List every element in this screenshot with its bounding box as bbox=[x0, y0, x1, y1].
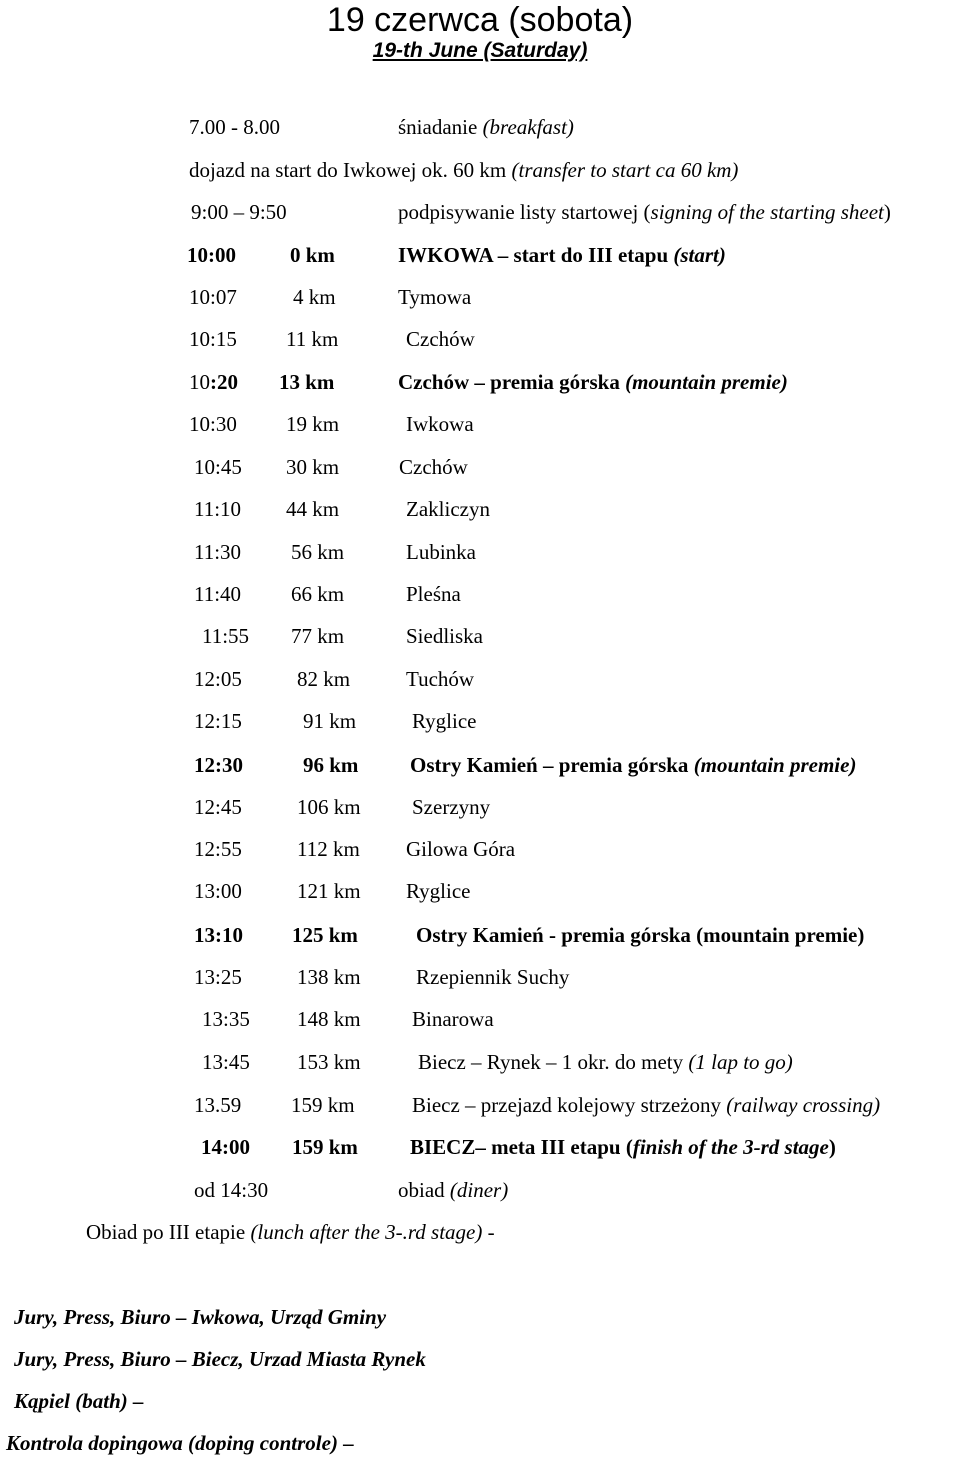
row-time: 11:10 bbox=[194, 497, 242, 521]
row-note: (mountain premie) bbox=[693, 753, 857, 777]
row-place: IWKOWA – start do III etapu bbox=[398, 243, 674, 267]
row-km: 66 km bbox=[291, 582, 345, 606]
row-time: 12:30 bbox=[194, 753, 243, 777]
row-km: 159 km bbox=[292, 1135, 358, 1159]
signing-close: ) bbox=[883, 200, 891, 224]
schedule-row bbox=[0, 537, 960, 567]
row-place: Ostry Kamień – premia górska bbox=[410, 753, 694, 777]
signing-text: podpisywanie listy startowej ( bbox=[398, 200, 651, 224]
row-place: Gilowa Góra bbox=[406, 837, 516, 861]
transfer-en: (transfer to start ca 60 km) bbox=[511, 158, 739, 182]
row-place-wrap bbox=[398, 240, 726, 270]
row-note: (mountain premie) bbox=[625, 370, 788, 394]
row-km: 159 km bbox=[291, 1093, 355, 1117]
row-km: 96 km bbox=[303, 753, 359, 777]
row-km: 11 km bbox=[286, 327, 339, 351]
footer-note-bath: Kąpiel (bath) – bbox=[14, 1389, 144, 1413]
schedule-row bbox=[0, 962, 960, 992]
row-time: 12:05 bbox=[194, 667, 242, 691]
lunch-en: (lunch after the 3-.rd stage) - bbox=[250, 1220, 495, 1244]
footer-note-doping: Kontrola dopingowa (doping controle) – bbox=[6, 1431, 354, 1455]
page-title: 19 czerwca (sobota) bbox=[326, 1, 634, 39]
signing-label bbox=[398, 197, 891, 227]
row-place: Siedliska bbox=[406, 624, 483, 648]
signing-en: signing of the starting sheet bbox=[650, 200, 884, 224]
schedule-row bbox=[0, 1047, 960, 1077]
dinner-text: obiad bbox=[398, 1178, 450, 1202]
row-km: 148 km bbox=[297, 1007, 361, 1031]
page-subtitle: 19-th June (Saturday) bbox=[372, 39, 588, 62]
row-place: Pleśna bbox=[406, 582, 461, 606]
breakfast-en: (breakfast) bbox=[482, 115, 574, 139]
row-place: Tuchów bbox=[406, 667, 475, 691]
schedule-row bbox=[0, 494, 960, 524]
row-place: Ryglice bbox=[406, 879, 471, 903]
row-time: 13:45 bbox=[202, 1050, 250, 1074]
row-time: 12:45 bbox=[194, 795, 242, 819]
row-time: 10:15 bbox=[189, 327, 237, 351]
row-place: BIECZ– meta III etapu ( bbox=[410, 1135, 633, 1159]
row-time: 10:30 bbox=[189, 412, 237, 436]
schedule-row bbox=[0, 706, 960, 736]
row-time: 11:30 bbox=[194, 540, 242, 564]
row-place: Ostry Kamień - premia górska (mountain premie) bbox=[416, 923, 865, 947]
row-time: 13.59 bbox=[194, 1093, 242, 1117]
row-place: Czchów bbox=[406, 327, 475, 351]
transfer-text: dojazd na start do Iwkowej ok. 60 km bbox=[189, 158, 512, 182]
dinner-label bbox=[398, 1175, 508, 1205]
row-note: (1 lap to go) bbox=[688, 1050, 793, 1074]
row-place: Tymowa bbox=[398, 285, 472, 309]
dinner-en: (diner) bbox=[449, 1178, 509, 1202]
footer-note-jury-biecz: Jury, Press, Biuro – Biecz, Urzad Miasta Rynek bbox=[14, 1347, 426, 1371]
row-km: 56 km bbox=[291, 540, 345, 564]
breakfast-row bbox=[0, 112, 960, 142]
row-place: Szerzyny bbox=[412, 795, 491, 819]
row-time: 11:55 bbox=[202, 624, 250, 648]
row-place: Czchów bbox=[399, 455, 468, 479]
dinner-row bbox=[0, 1175, 960, 1205]
row-place: Ryglice bbox=[412, 709, 477, 733]
schedule-row bbox=[0, 282, 960, 312]
transfer-label bbox=[189, 155, 738, 185]
schedule-row bbox=[0, 367, 960, 397]
row-place: Lubinka bbox=[406, 540, 476, 564]
schedule-row bbox=[0, 409, 960, 439]
schedule-row bbox=[0, 834, 960, 864]
row-place-wrap bbox=[418, 1047, 793, 1077]
schedule-row bbox=[0, 1132, 960, 1162]
schedule-row bbox=[0, 240, 960, 270]
schedule-row bbox=[0, 920, 960, 950]
row-time: 12:15 bbox=[194, 709, 242, 733]
dinner-time: od 14:30 bbox=[194, 1178, 269, 1202]
row-time: 13:00 bbox=[194, 879, 242, 903]
row-time: 11:40 bbox=[194, 582, 242, 606]
row-km: 125 km bbox=[292, 923, 358, 947]
row-km: 19 km bbox=[286, 412, 340, 436]
row-place: Rzepiennik Suchy bbox=[416, 965, 570, 989]
footer-note-jury-iwkowa: Jury, Press, Biuro – Iwkowa, Urząd Gminy bbox=[14, 1305, 387, 1329]
row-km: 44 km bbox=[286, 497, 340, 521]
row-place-wrap bbox=[412, 1090, 880, 1120]
row-time: 13:35 bbox=[202, 1007, 250, 1031]
row-time: 13:25 bbox=[194, 965, 242, 989]
row-time: 14:00 bbox=[201, 1135, 250, 1159]
schedule-row bbox=[0, 324, 960, 354]
transfer-row bbox=[0, 155, 960, 185]
lunch-text: Obiad po III etapie bbox=[86, 1220, 251, 1244]
breakfast-time: 7.00 - 8.00 bbox=[189, 115, 280, 139]
row-km: 153 km bbox=[297, 1050, 361, 1074]
schedule-row bbox=[0, 452, 960, 482]
row-place: Binarowa bbox=[412, 1007, 494, 1031]
schedule-row bbox=[0, 792, 960, 822]
row-km: 30 km bbox=[286, 455, 340, 479]
signing-row bbox=[0, 197, 960, 227]
row-time: 10:20 bbox=[189, 370, 238, 394]
row-place: Iwkowa bbox=[406, 412, 474, 436]
row-place-wrap bbox=[398, 367, 788, 397]
row-place: Zakliczyn bbox=[406, 497, 490, 521]
row-km: 112 km bbox=[297, 837, 360, 861]
row-close: ) bbox=[828, 1135, 836, 1159]
row-place: Czchów – premia górska bbox=[398, 370, 626, 394]
row-km: 0 km bbox=[290, 243, 335, 267]
row-time: 13:10 bbox=[194, 923, 243, 947]
row-time: 10:45 bbox=[194, 455, 242, 479]
breakfast-text: śniadanie bbox=[398, 115, 483, 139]
schedule-row bbox=[0, 579, 960, 609]
row-note: (railway crossing) bbox=[726, 1093, 881, 1117]
row-km: 77 km bbox=[291, 624, 345, 648]
row-km: 121 km bbox=[297, 879, 361, 903]
schedule-row bbox=[0, 621, 960, 651]
schedule-row bbox=[0, 664, 960, 694]
schedule-row bbox=[0, 1004, 960, 1034]
lunch-row bbox=[0, 1217, 960, 1247]
breakfast-label bbox=[398, 112, 574, 142]
row-place: Biecz – Rynek – 1 okr. do mety bbox=[418, 1050, 689, 1074]
row-time: 10:07 bbox=[189, 285, 237, 309]
row-km: 4 km bbox=[293, 285, 336, 309]
schedule-row bbox=[0, 1090, 960, 1120]
schedule-row bbox=[0, 750, 960, 780]
row-km: 106 km bbox=[297, 795, 361, 819]
row-place: Biecz – przejazd kolejowy strzeżony bbox=[412, 1093, 727, 1117]
row-place-wrap bbox=[410, 1132, 836, 1162]
row-note: (start) bbox=[673, 243, 726, 267]
row-time: 10:00 bbox=[187, 243, 236, 267]
signing-time: 9:00 – 9:50 bbox=[191, 200, 287, 224]
row-place-wrap bbox=[410, 750, 856, 780]
lunch-label bbox=[86, 1217, 495, 1247]
row-km: 13 km bbox=[279, 370, 335, 394]
row-note: finish of the 3-rd stage bbox=[632, 1135, 829, 1159]
row-km: 138 km bbox=[297, 965, 361, 989]
row-km: 82 km bbox=[297, 667, 351, 691]
row-km: 91 km bbox=[303, 709, 357, 733]
row-time: 12:55 bbox=[194, 837, 242, 861]
schedule-row bbox=[0, 876, 960, 906]
